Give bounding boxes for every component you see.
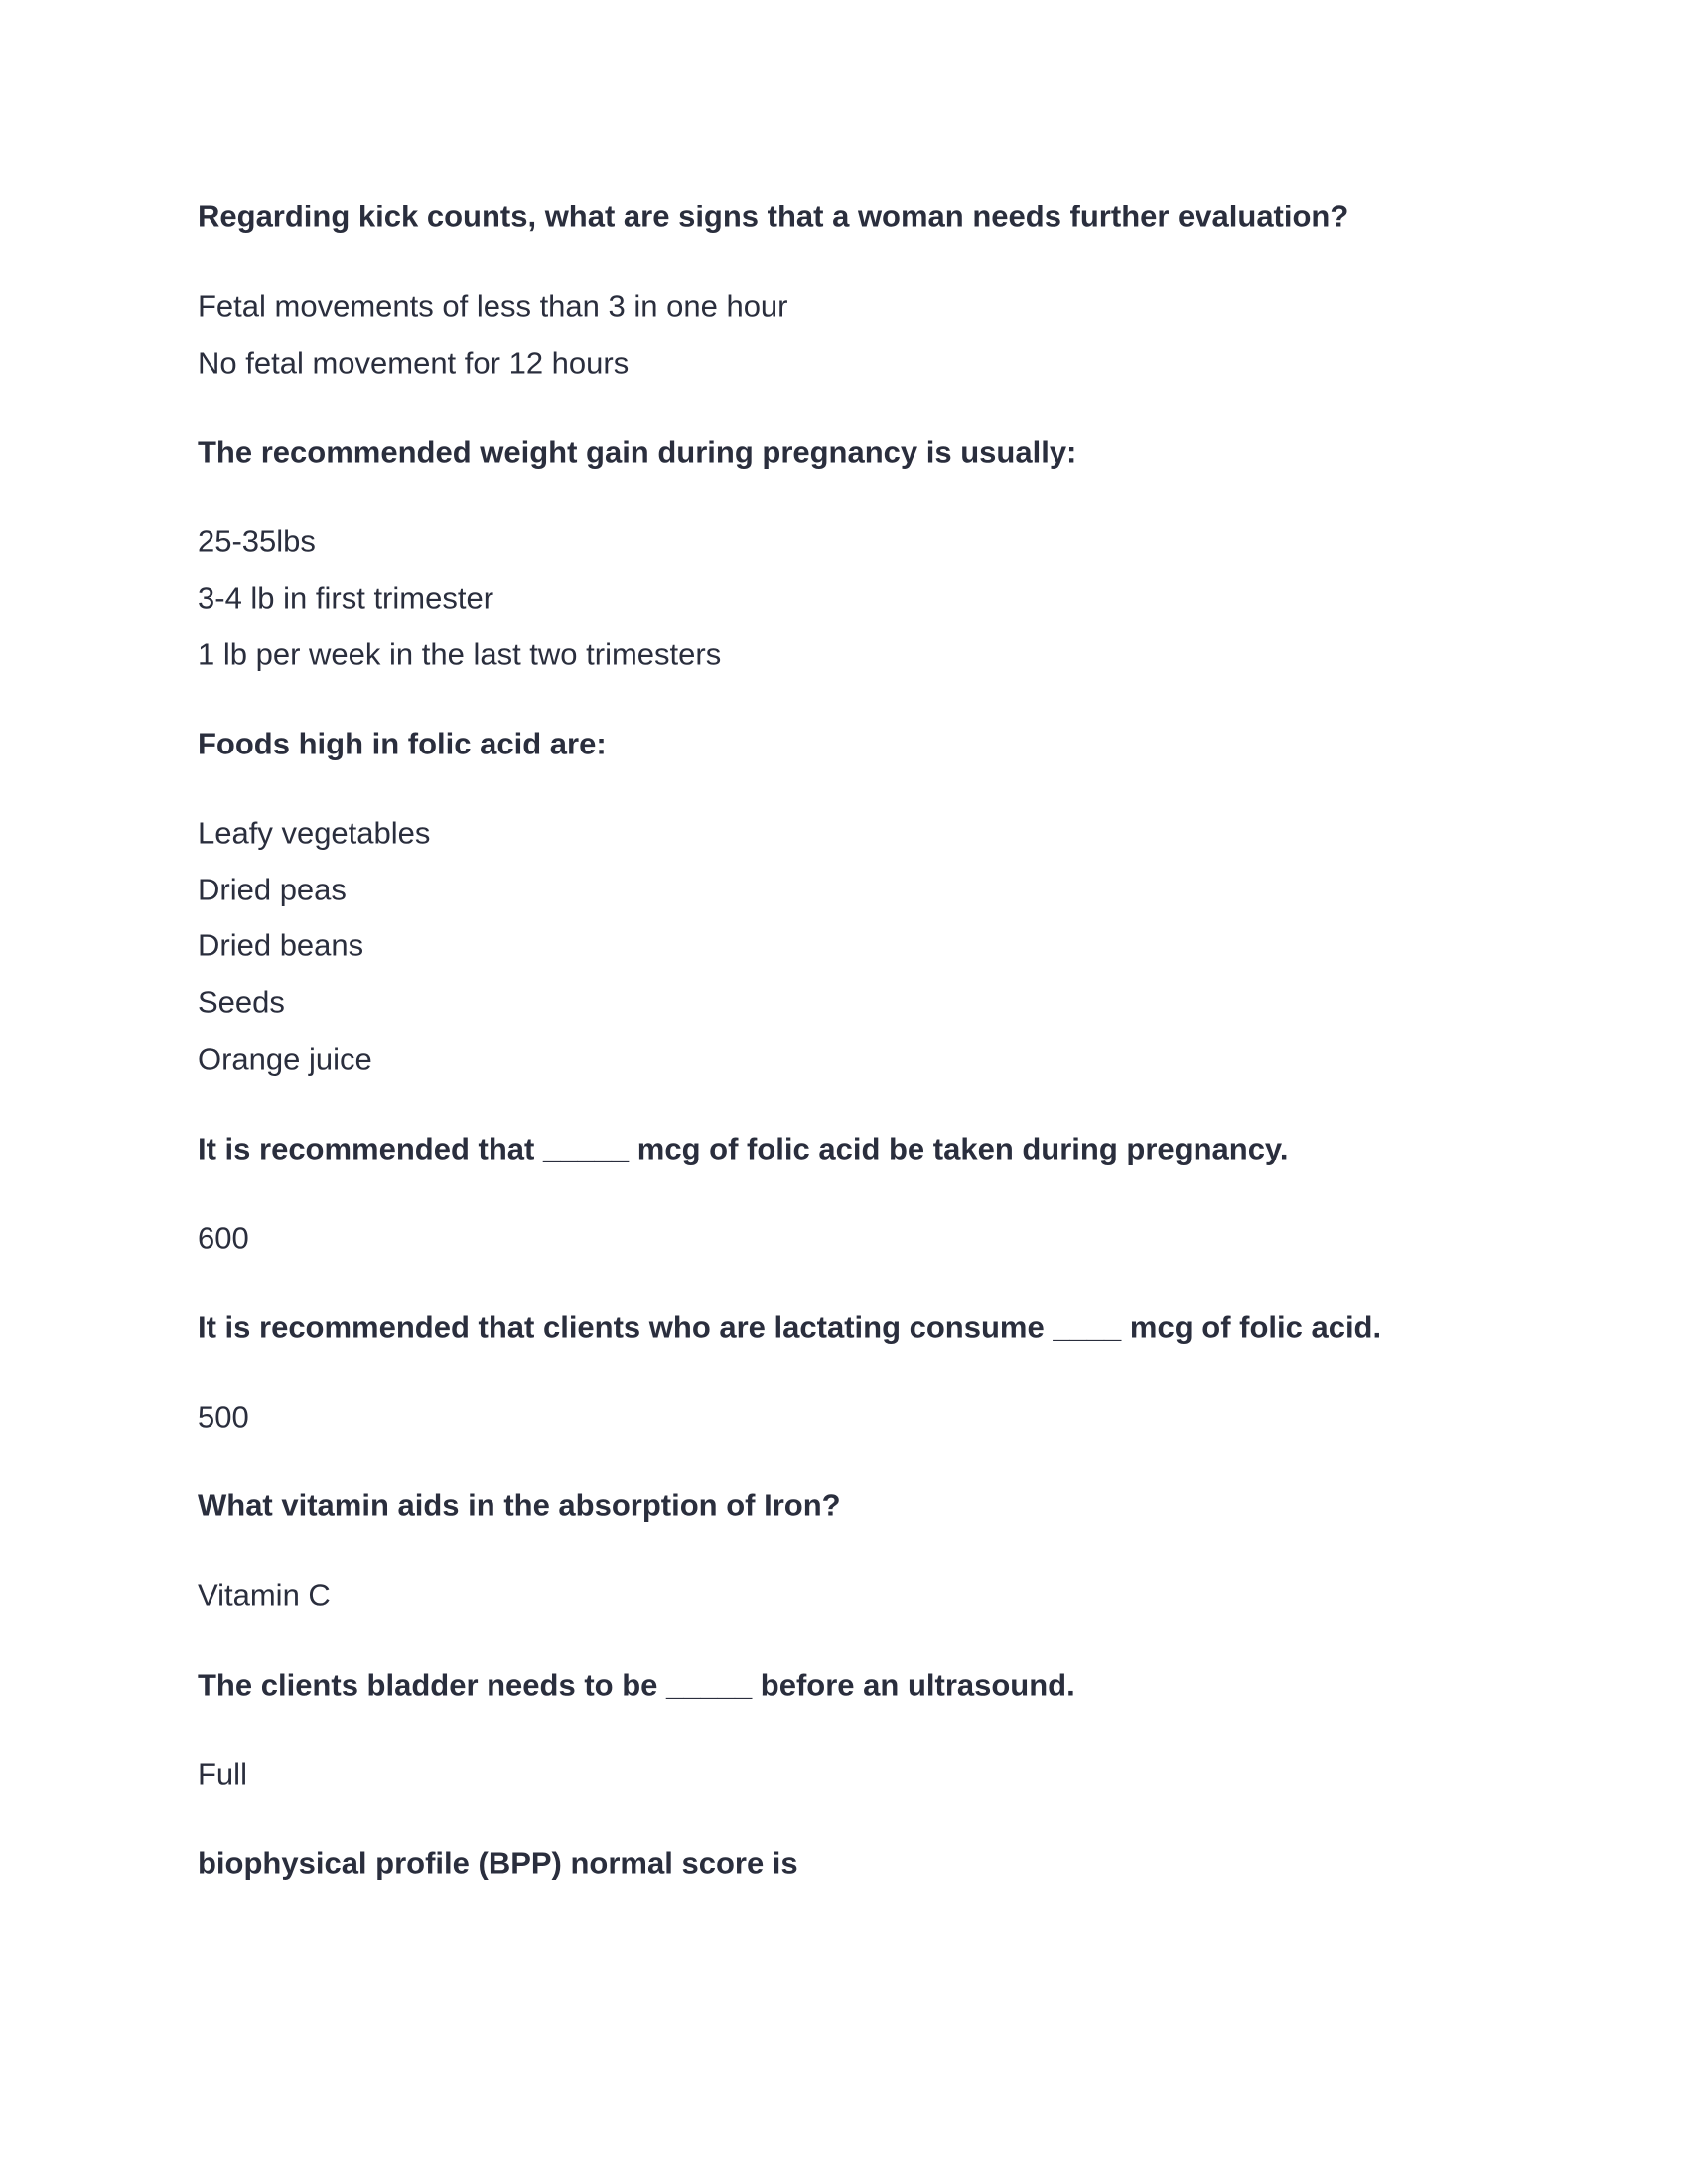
answer-line: 500 (198, 1399, 249, 1434)
question-heading: It is recommended that _____ mcg of folic acid be taken during pregnancy. (198, 1131, 1289, 1166)
answer-line: No fetal movement for 12 hours (198, 345, 630, 381)
question-heading: biophysical profile (BPP) normal score is (198, 1845, 798, 1881)
question-heading: What vitamin aids in the absorption of Iron? (198, 1487, 841, 1523)
answer-line: Dried beans (198, 927, 364, 963)
answer-line: 25-35lbs (198, 523, 316, 559)
answer-line: 3-4 lb in first trimester (198, 580, 494, 615)
answer-line: Full (198, 1756, 247, 1792)
question-heading: The recommended weight gain during pregnancy is usually: (198, 434, 1077, 470)
answer-line: Leafy vegetables (198, 815, 431, 851)
answer-line: 600 (198, 1220, 249, 1256)
question-heading: Foods high in folic acid are: (198, 726, 607, 761)
question-heading: Regarding kick counts, what are signs that a woman needs further evaluation? (198, 199, 1349, 234)
question-heading: The clients bladder needs to be _____ before an ultrasound. (198, 1667, 1075, 1703)
answer-line: Vitamin C (198, 1577, 331, 1613)
answer-line: 1 lb per week in the last two trimesters (198, 636, 722, 672)
answer-line: Seeds (198, 984, 285, 1020)
answer-line: Fetal movements of less than 3 in one hour (198, 288, 788, 324)
answer-line: Orange juice (198, 1041, 372, 1077)
answer-line: Dried peas (198, 872, 347, 907)
question-heading: It is recommended that clients who are lactating consume ____ mcg of folic acid. (198, 1309, 1382, 1345)
